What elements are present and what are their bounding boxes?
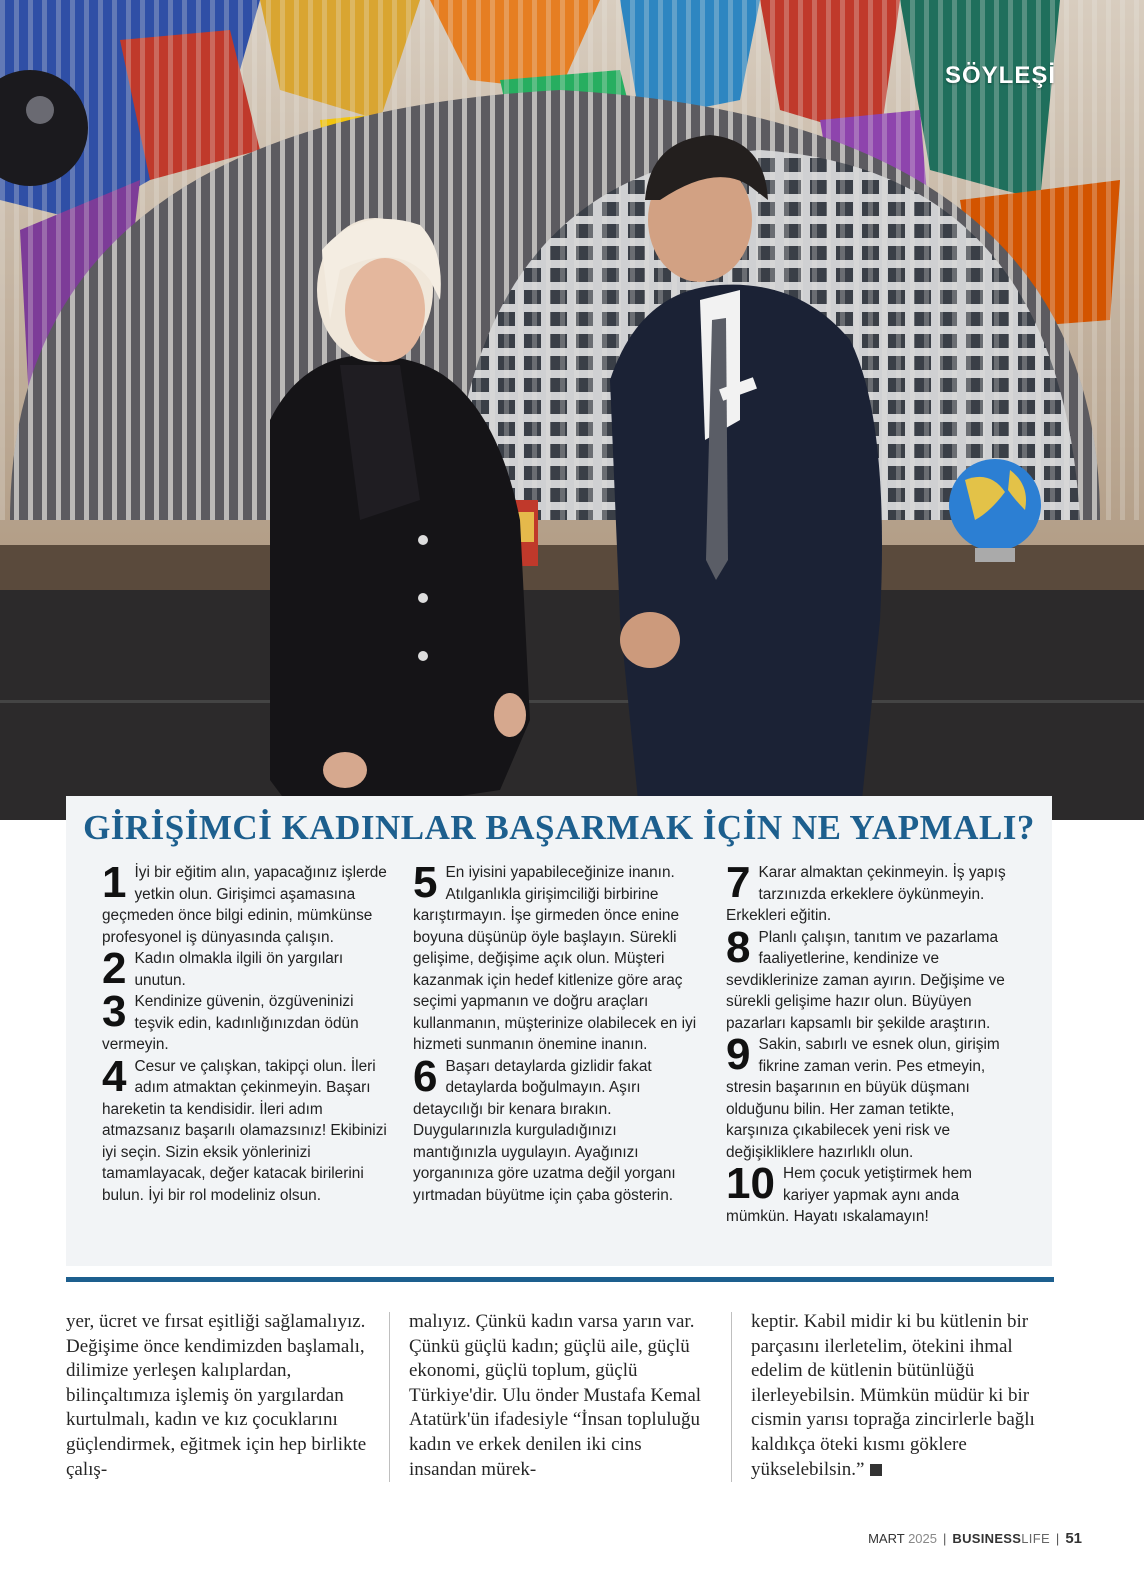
tip-item <box>726 1159 1016 1228</box>
page-footer <box>868 1530 1082 1547</box>
body-column-3 <box>751 1310 1055 1482</box>
cabinet-top <box>0 545 1144 590</box>
tip-text: Planlı çalışın, tanıtım ve pazarlama faaliyetlerine, kendinize ve sevdiklerinize zaman ayırın. Değişime ve sürekli gelişime hazır olun. Büyüyen pazarları kapsamlı bir şekilde araştırın. <box>726 928 1005 1032</box>
tip-text: Hem çocuk yetiştirmek hem kariyer yapmak aynı anda mümkün. Hayatı ıskalamayın! <box>726 1165 972 1225</box>
tip-number: 9 <box>726 1030 751 1079</box>
column-divider <box>731 1312 732 1482</box>
tip-item <box>413 1051 703 1207</box>
tips-box <box>66 796 1052 1266</box>
tip-text: İyi bir eğitim alın, yapacağınız işlerde yetkin olun. Girişimci aşamasına geçmeden önce bilgi edinin, mümkünse profesyonel iş dünyasında çalışın. <box>102 864 387 946</box>
tip-item <box>102 858 392 948</box>
tip-text: Başarı detaylarda gizlidir fakat detaylarda boğulmayın. Aşırı detaycılığı bir kenara bırakın. Duygularınızla kurguladığınızı mantığınızla uygulayın. Ayağınızı yorganınıza göre uzatma değil yorganı yırtmadan büyütme için çaba gösterin. <box>413 1057 676 1204</box>
cabinet <box>0 590 1144 820</box>
body-column-3-text: keptir. Kabil midir ki bu kütlenin bir parçasını ilerletelim, ötekini ihmal edelim de kütlenin bütünlüğü ilerleyebilsin. Mümkün müdür ki bir cismin yarısı toprağa zincirlerle bağlı kaldıkça öteki kısmı göklere yükselebilsin.” <box>751 1311 1035 1480</box>
footer-separator: | <box>1055 1531 1060 1546</box>
tips-column-2 <box>413 858 703 1206</box>
tip-number: 7 <box>726 858 751 907</box>
tip-text: Kadın olmakla ilgili ön yargıları unutun. <box>134 950 344 989</box>
body-column-1: yer, ücret ve fırsat eşitliği sağlamalıyız. Değişime önce kendimizden başlamalı, dilimize yerleşen kalıplardan, bilinçaltımıza işlemiş ön yargılardan kurtulmalı, kadın ve kız çocuklarını güçlendirmek, eğitmek için hep birlikte çalış- <box>66 1311 367 1480</box>
page-number: 51 <box>1065 1530 1082 1547</box>
tip-number: 3 <box>102 987 127 1036</box>
column-divider <box>389 1312 390 1482</box>
tip-text: En iyisini yapabileceğinize inanın. Atılganlıkla girişimciliği birbirine karıştırmayın. İşe girmeden önce enine boyuna düşünüp öyle başlayın. Sürekli gelişime, değişime açık olun. Müşteri kazanmak için hedef kitlenize göre araç seçimi yapmanın ve doğru araçları kullanmanın, müşterinize olabilecek en iyi hizmeti sunmanın önemine inanın. <box>413 864 697 1053</box>
end-mark-icon <box>870 1464 882 1476</box>
tip-text: Sakin, sabırlı ve esnek olun, girişim fikrine zaman verin. Pes etmeyin, stresin başarının en büyük düşmanı olduğunu bilin. Her zaman tetikte, karşınıza çıkabilecek yeni risk ve değişikliklere hazırlıklı olun. <box>726 1036 1000 1161</box>
tip-text: Karar almaktan çekinmeyin. İş yapış tarzınızda erkeklere öykünmeyin. Erkekleri eğitin. <box>726 864 1006 924</box>
tip-text: Cesur ve çalışkan, takipçi olun. İleri adım atmaktan çekinmeyin. Başarı hareketin ta kendisidir. İleri adım atmazsanız başarılı olamazsınız! Ekibinizi iyi seçin. Sizin eksik yönlerinizi tamamlayacak, değer katacak birilerini bulun. İyi bir rol modeliniz olsun. <box>102 1057 387 1204</box>
tip-item <box>726 922 1016 1035</box>
tip-item <box>726 858 1016 927</box>
footer-year: 2025 <box>908 1531 937 1546</box>
tip-item <box>102 987 392 1056</box>
footer-brand-business: BUSINESS <box>952 1531 1022 1546</box>
tip-number: 8 <box>726 922 751 972</box>
tip-number: 4 <box>102 1051 127 1101</box>
tips-column-3 <box>726 858 1016 1228</box>
tip-text: Kendinize güvenin, özgüveninizi teşvik edin, kadınlığınızdan ödün vermeyin. <box>102 993 359 1053</box>
tip-item <box>102 944 392 993</box>
tip-number: 6 <box>413 1051 438 1101</box>
tip-item <box>102 1051 392 1207</box>
tips-title: GİRİŞİMCİ KADINLAR BAŞARMAK İÇİN NE YAPMALI? <box>83 808 1035 847</box>
footer-separator: | <box>943 1531 947 1546</box>
tip-item <box>726 1030 1016 1163</box>
globe-ornament <box>949 459 1041 551</box>
tip-number: 1 <box>102 858 127 907</box>
section-tag: SÖYLEŞİ <box>944 62 1056 89</box>
tips-column-1 <box>102 858 392 1206</box>
body-column-2: malıyız. Çünkü kadın varsa yarın var. Çünkü güçlü kadın; güçlü aile, güçlü ekonomi, güçlü toplum, güçlü Türkiye'dir. Ulu önder Mustafa Kemal Atatürk'ün ifadesiyle “İnsan topluluğu kadın ve erkek denilen iki cins insandan mürek- <box>409 1311 702 1480</box>
tip-number: 2 <box>102 944 127 993</box>
footer-month: MART <box>868 1531 905 1546</box>
tips-divider <box>66 1277 1054 1282</box>
tip-number: 5 <box>413 858 438 907</box>
footer-brand-life: LIFE <box>1021 1531 1050 1546</box>
tip-number: 10 <box>726 1159 775 1208</box>
tip-item <box>413 858 703 1056</box>
